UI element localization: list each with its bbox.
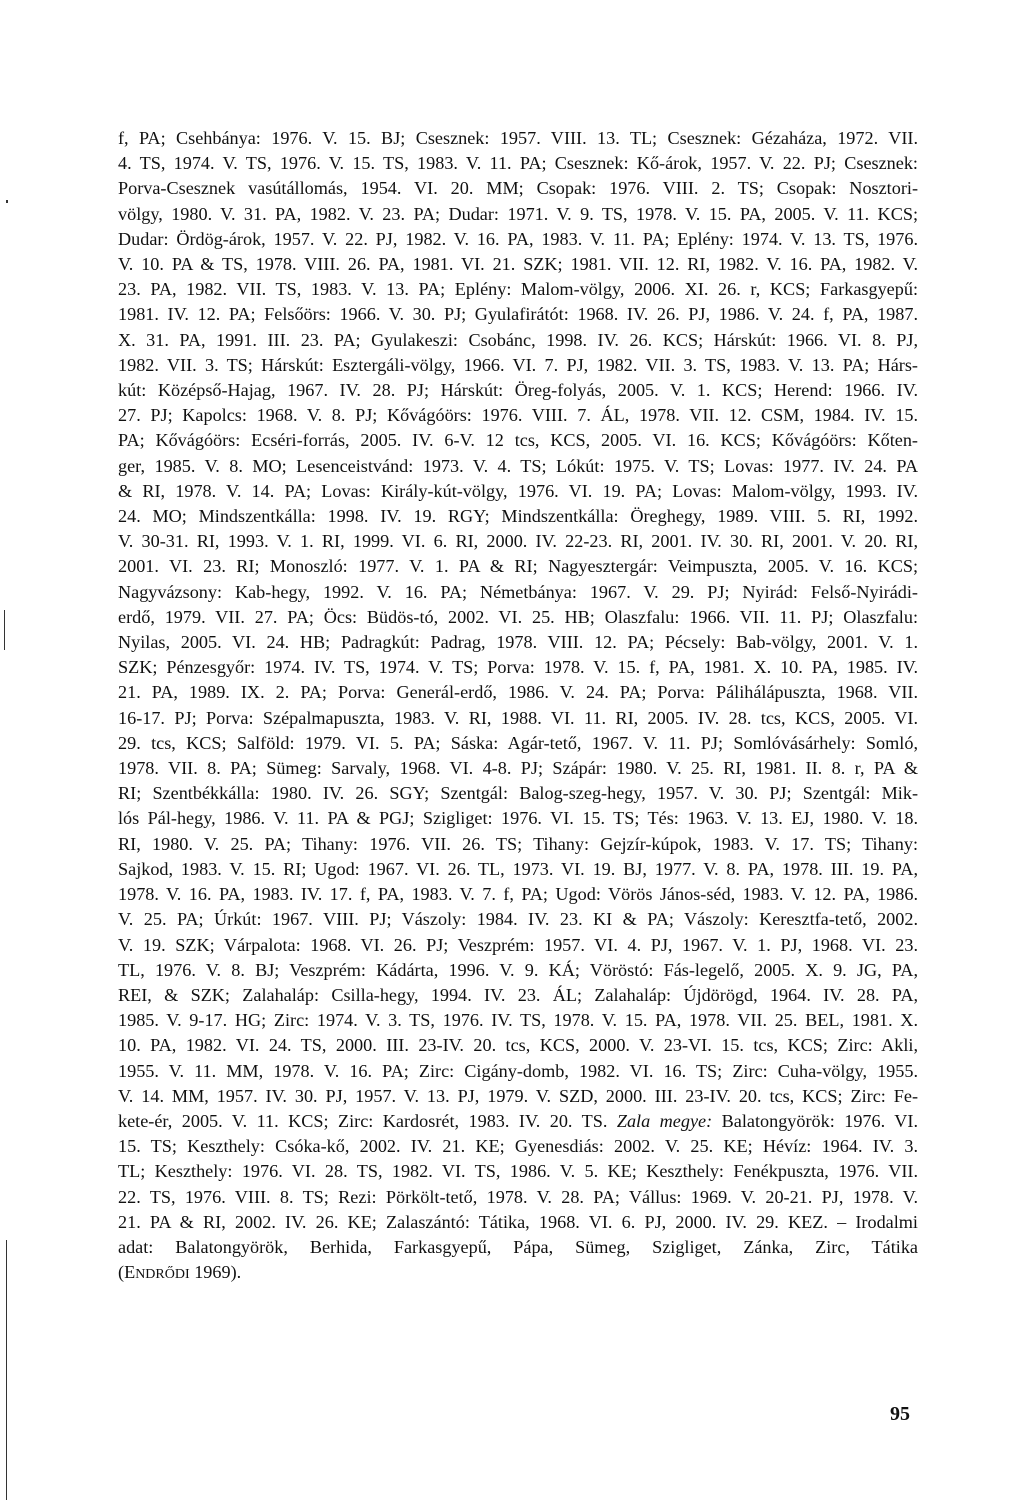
text-line: Nyilas, 2005. VI. 24. HB; Padragkút: Padrag, 1978. VIII. 12. PA; Pécsely: Bab-völgy, 2001. V. 1. (118, 632, 918, 653)
text-line: 10. PA, 1982. VI. 24. TS, 2000. III. 23-IV. 20. tcs, KCS, 2000. V. 23-VI. 15. tcs, KCS; Zirc: Akli, (118, 1035, 918, 1056)
text-line: 16-17. PJ; Porva: Szépalmapuszta, 1983. V. RI, 1988. VI. 11. RI, 2005. IV. 28. tcs, KCS, 2005. VI. (118, 707, 918, 728)
text-line: TL, 1976. V. 8. BJ; Veszprém: Kádárta, 1996. V. 9. KÁ; Vöröstó: Fás-legelő, 2005. X. 9. JG, PA, (118, 959, 918, 980)
text-line: PA; Kővágóörs: Ecséri-forrás, 2005. IV. 6-V. 12 tcs, KCS, 2005. VI. 16. KCS; Kővágóörs: Kőten- (118, 430, 918, 451)
margin-mark (6, 200, 8, 203)
text-line: 27. PJ; Kapolcs: 1968. V. 8. PJ; Kővágóörs: 1976. VIII. 7. ÁL, 1978. VII. 12. CSM, 1984. IV. 15. (118, 405, 918, 426)
margin-mark (6, 1240, 7, 1500)
text-line: 23. PA, 1982. VII. TS, 1983. V. 13. PA; Eplény: Malom-völgy, 2006. XI. 26. r, KCS; Farkasgyepű: (118, 279, 918, 300)
text-line: 1978. V. 16. PA, 1983. IV. 17. f, PA, 1983. V. 7. f, PA; Ugod: Vörös János-séd, 1983. V. 12. PA, 1986. (118, 884, 918, 905)
margin-mark (4, 610, 5, 650)
text-line: Sajkod, 1983. V. 15. RI; Ugod: 1967. VI. 26. TL, 1973. VI. 19. BJ, 1977. V. 8. PA, 1978. III. 19. PA, (118, 858, 918, 879)
text-line: lós Pál-hegy, 1986. V. 11. PA & PGJ; Szigliget: 1976. VI. 15. TS; Tés: 1963. V. 13. EJ, 1980. V. 18. (118, 808, 918, 829)
text-line: Nagyvázsony: Kab-hegy, 1992. V. 16. PA; Németbánya: 1967. V. 29. PJ; Nyirád: Felső-Nyirádi- (118, 581, 918, 602)
text-line: adat: Balatongyörök, Berhida, Farkasgyepű, Pápa, Sümeg, Szigliget, Zánka, Zirc, Tátika (118, 1236, 918, 1257)
text-line: 21. PA & RI, 2002. IV. 26. KE; Zalaszántó: Tátika, 1968. VI. 6. PJ, 2000. IV. 29. KEZ. – Irodalmi (118, 1211, 918, 1232)
text-line: ger, 1985. V. 8. MO; Lesenceistvánd: 1973. V. 4. TS; Lókút: 1975. V. TS; Lovas: 1977. IV. 24. PA (118, 455, 918, 476)
text-line: REI, & SZK; Zalahaláp: Csilla-hegy, 1994. IV. 23. ÁL; Zalahaláp: Újdörögd, 1964. IV. 28. PA, (118, 984, 918, 1005)
text-line: 21. PA, 1989. IX. 2. PA; Porva: Generál-erdő, 1986. V. 24. PA; Porva: Pálihálápuszta, 1968. VII. (118, 682, 918, 703)
text-line: 4. TS, 1974. V. TS, 1976. V. 15. TS, 1983. V. 11. PA; Csesznek: Kő-árok, 1957. V. 22. PJ; Csesznek: (118, 153, 918, 174)
text-line: 1985. V. 9-17. HG; Zirc: 1974. V. 3. TS, 1976. IV. TS, 1978. V. 15. PA, 1978. VII. 25. BEL, 1981. X. (118, 1010, 918, 1031)
region-heading: Zala megye: (616, 1110, 713, 1131)
text-line: V. 19. SZK; Várpalota: 1968. VI. 26. PJ; Veszprém: 1957. VI. 4. PJ, 1967. V. 1. PJ, 1968. VI. 23. (118, 934, 918, 955)
text-line: kút: Középső-Hajag, 1967. IV. 28. PJ; Hárskút: Öreg-folyás, 2005. V. 1. KCS; Herend: 1966. IV. (118, 380, 918, 401)
text-line: erdő, 1979. VII. 27. PA; Öcs: Büdös-tó, 2002. VI. 25. HB; Olaszfalu: 1966. VII. 11. PJ; Olaszfalu: (118, 606, 918, 627)
text-line: SZK; Pénzesgyőr: 1974. IV. TS, 1974. V. TS; Porva: 1978. V. 15. f, PA, 1981. X. 10. PA, 1985. IV. (118, 657, 918, 678)
text-line (118, 1260, 918, 1287)
text-line: Porva-Csesznek vasútállomás, 1954. VI. 20. MM; Csopak: 1976. VIII. 2. TS; Csopak: Nosztori- (118, 178, 918, 199)
text-line: 1981. IV. 12. PA; Felsőörs: 1966. V. 30. PJ; Gyulafirátót: 1968. IV. 26. PJ, 1986. V. 24. f, PA, 1987. (118, 304, 918, 325)
author-initial: E (124, 1262, 136, 1283)
text-run: Balatongyörök: 1976. VI. (712, 1110, 919, 1131)
text-line: f, PA; Csehbánya: 1976. V. 15. BJ; Csesznek: 1957. VIII. 13. TL; Csesznek: Gézaháza, 1972. VII. (118, 128, 918, 148)
text-line: völgy, 1980. V. 31. PA, 1982. V. 23. PA; Dudar: 1971. V. 9. TS, 1978. V. 15. PA, 2005. V. 11. KCS; (118, 203, 918, 224)
text-line: 1978. VII. 8. PA; Sümeg: Sarvaly, 1968. VI. 4-8. PJ; Szápár: 1980. V. 25. RI, 1981. II. 8. r, PA & (118, 758, 918, 779)
text-line: RI, 1980. V. 25. PA; Tihany: 1976. VII. 26. TS; Tihany: Gejzír-kúpok, 1983. V. 17. TS; Tihany: (118, 833, 918, 854)
text-run: ( (118, 1262, 125, 1283)
text-line: V. 10. PA & TS, 1978. VIII. 26. PA, 1981. VI. 21. SZK; 1981. VII. 12. RI, 1982. V. 16. PA, 1982. V. (118, 254, 918, 275)
text-line: 15. TS; Keszthely: Csóka-kő, 2002. IV. 21. KE; Gyenesdiás: 2002. V. 25. KE; Hévíz: 1964. IV. 3. (118, 1136, 918, 1157)
text-line: V. 30-31. RI, 1993. V. 1. RI, 1999. VI. 6. RI, 2000. IV. 22-23. RI, 2001. IV. 30. RI, 2001. V. 20. RI, (118, 531, 918, 552)
text-line: Dudar: Ördög-árok, 1957. V. 22. PJ, 1982. V. 16. PA, 1983. V. 11. PA; Eplény: 1974. V. 13. TS, 1976. (118, 228, 918, 249)
text-line: X. 31. PA, 1991. III. 23. PA; Gyulakeszi: Csobánc, 1998. IV. 26. KCS; Hárskút: 1966. VI. 8. PJ, (118, 329, 918, 350)
text-line: RI; Szentbékkálla: 1980. IV. 26. SGY; Szentgál: Balog-szeg-hegy, 1957. V. 30. PJ; Szentgál: Mik- (118, 783, 918, 804)
text-line: 24. MO; Mindszentkálla: 1998. IV. 19. RGY; Mindszentkálla: Öreghegy, 1989. VIII. 5. RI, 1992. (118, 506, 918, 527)
text-line: 1955. V. 11. MM, 1978. V. 16. PA; Zirc: Cigány-domb, 1982. VI. 16. TS; Zirc: Cuha-völgy, 1955. (118, 1060, 918, 1081)
text-run: kete-ér, 2005. V. 11. KCS; Zirc: Kardosrét, 1983. IV. 20. TS. (118, 1110, 617, 1131)
text-line: 22. TS, 1976. VIII. 8. TS; Rezi: Pörkölt-tető, 1978. V. 28. PA; Vállus: 1969. V. 20-21. PJ, 1978. V. (118, 1186, 918, 1207)
text-line: TL; Keszthely: 1976. VI. 28. TS, 1982. VI. TS, 1986. V. 5. KE; Keszthely: Fenékpuszta, 1976. VII. (118, 1161, 918, 1182)
text-line: 29. tcs, KCS; Salföld: 1979. VI. 5. PA; Sáska: Agár-tető, 1967. V. 11. PJ; Somlóvásárhely: Somló, (118, 732, 918, 753)
text-run: 1969). (189, 1262, 242, 1283)
text-line: & RI, 1978. V. 14. PA; Lovas: Király-kút-völgy, 1976. VI. 19. PA; Lovas: Malom-völgy, 1993. IV. (118, 480, 918, 501)
page-number: 95 (890, 1403, 910, 1425)
text-line: 2001. VI. 23. RI; Monoszló: 1977. V. 1. PA & RI; Nagyesztergár: Veimpuszta, 2005. V. 16. KCS; (118, 556, 918, 577)
text-line (118, 1109, 918, 1134)
author-smallcaps: NDRŐDI (135, 1267, 190, 1283)
body-text (118, 126, 918, 1287)
text-line: 1982. VII. 3. TS; Hárskút: Esztergáli-völgy, 1966. VI. 7. PJ, 1982. VII. 3. TS, 1983. V. 13. PA; Hárs- (118, 354, 918, 375)
text-line: V. 25. PA; Úrkút: 1967. VIII. PJ; Vászoly: 1984. IV. 23. KI & PA; Vászoly: Keresztfa-tető, 2002. (118, 909, 918, 930)
text-line: V. 14. MM, 1957. IV. 30. PJ, 1957. V. 13. PJ, 1979. V. SZD, 2000. III. 23-IV. 20. tcs, KCS; Zirc: Fe- (118, 1085, 918, 1106)
